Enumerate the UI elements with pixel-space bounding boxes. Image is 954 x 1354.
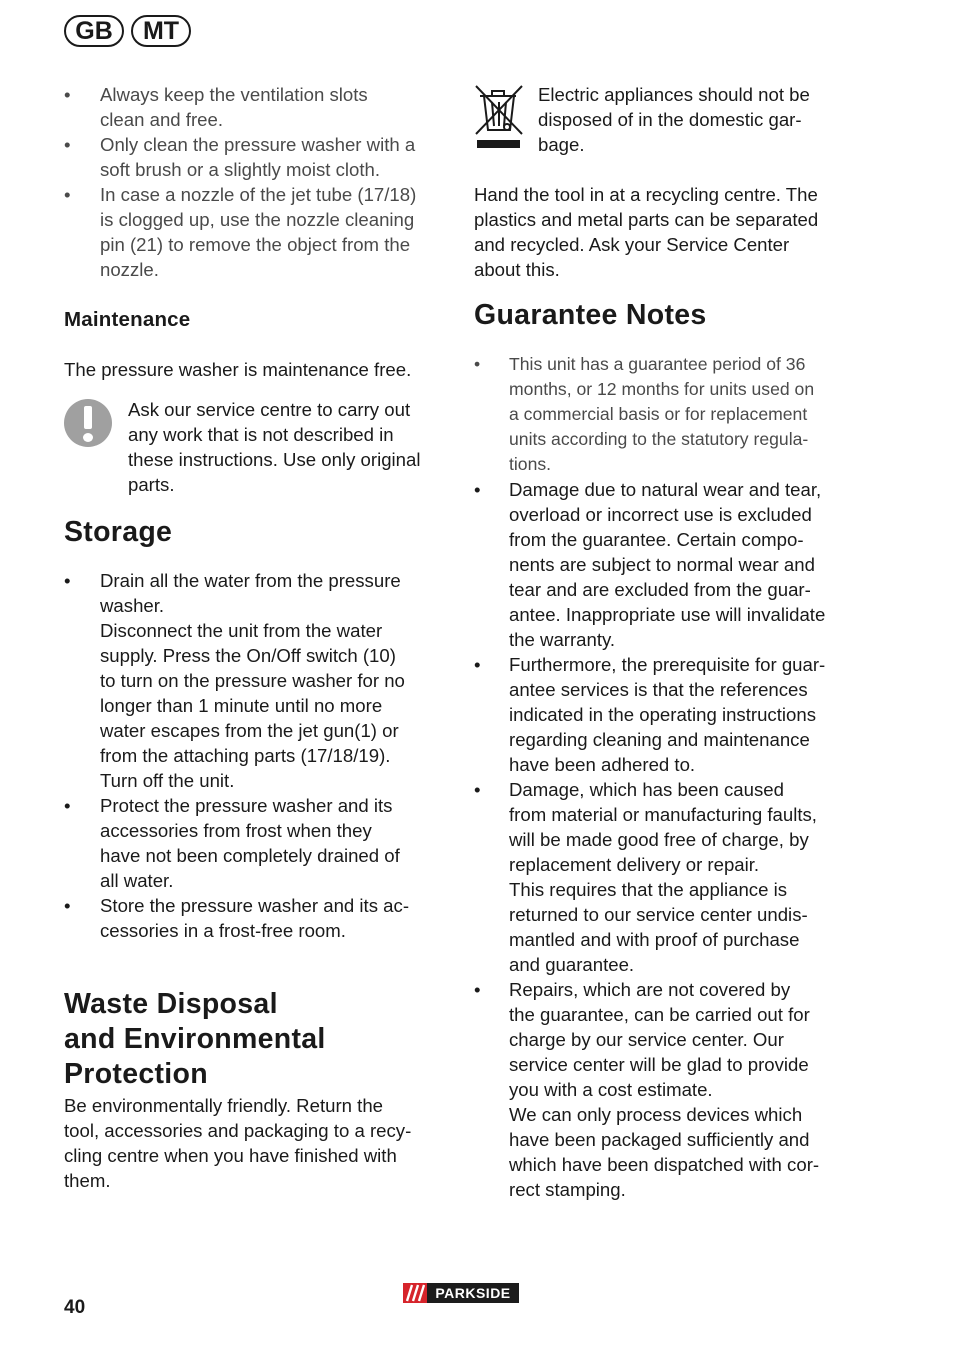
logo-text: PARKSIDE	[427, 1283, 519, 1303]
page-number: 40	[64, 1297, 86, 1318]
right-column	[474, 82, 869, 1202]
list-item: • Drain all the water from the pressure washer. Disconnect the unit from the water supply. Press the On/Off switch (10) to turn on the pressure washer for no longer than 1 minute until no more water escapes from the jet gun(1) or from the attaching parts (17/18/19). Turn off the unit.	[64, 568, 454, 793]
left-column	[64, 82, 454, 1193]
guarantee-bullet-list	[474, 352, 869, 1202]
storage-heading: Storage	[64, 516, 173, 548]
list-item: • Damage due to natural wear and tear, overload or incorrect use is excluded from the guarantee. Certain compo- nents are subject to normal wear and tear and are excluded from the guar- antee. Inappropriate use will invalidate the warranty.	[474, 477, 869, 652]
recycling-text: Hand the tool in at a recycling centre. The plastics and metal parts can be separated and recycled. Ask your Service Center about this.	[474, 184, 819, 280]
care-bullet-list	[64, 82, 454, 282]
maintenance-heading: Maintenance	[64, 308, 191, 331]
warning-notice	[64, 397, 454, 497]
language-badge-mt: MT	[131, 15, 191, 47]
crossed-out-wheelie-bin-icon	[474, 82, 528, 157]
list-item: • This unit has a guarantee period of 36 months, or 12 months for units used on a commercial basis or for replacement units according to the statutory regula- tions.	[474, 352, 869, 477]
warning-text: Ask our service centre to carry out any work that is not described in these instructions. Use only original parts.	[128, 399, 421, 495]
list-item: • Repairs, which are not covered by the guarantee, can be carried out for charge by our service center. Our service center will be glad to provide you with a cost estimate. We can only process devices which have been packaged sufficiently and which have been dispatched with cor- rect stamping.	[474, 977, 869, 1202]
list-item: • In case a nozzle of the jet tube (17/18) is clogged up, use the nozzle cleaning pin (21) to remove the object from the nozzle.	[64, 182, 454, 282]
weee-text: Electric appliances should not be disposed of in the domestic gar- bage.	[538, 84, 810, 155]
waste-disposal-text: Be environmentally friendly. Return the tool, accessories and packaging to a recy- cling centre when you have finished with them.	[64, 1095, 412, 1191]
list-item: • Always keep the ventilation slots clean and free.	[64, 82, 454, 132]
list-item: • Damage, which has been caused from material or manufacturing faults, will be made good free of charge, by replacement delivery or repair. This requires that the appliance is returned to our service center undis- mantled and with proof of purchase and guarantee.	[474, 777, 869, 977]
language-badge-gb: GB	[64, 15, 124, 47]
storage-bullet-list	[64, 568, 454, 943]
maintenance-text: The pressure washer is maintenance free.	[64, 359, 412, 380]
exclamation-icon	[64, 399, 112, 447]
language-badges	[64, 15, 191, 47]
waste-disposal-heading: Waste Disposal and Environmental Protection	[64, 988, 326, 1090]
guarantee-heading: Guarantee Notes	[474, 299, 707, 331]
logo-stripes-icon	[403, 1283, 427, 1303]
list-item: • Only clean the pressure washer with a soft brush or a slightly moist cloth.	[64, 132, 454, 182]
parkside-logo	[403, 1283, 519, 1303]
weee-notice	[474, 82, 869, 157]
list-item: • Store the pressure washer and its ac- cessories in a frost-free room.	[64, 893, 454, 943]
list-item: • Protect the pressure washer and its accessories from frost when they have not been completely drained of all water.	[64, 793, 454, 893]
list-item: • Furthermore, the prerequisite for guar- antee services is that the references indicated in the operating instructions regarding cleaning and maintenance have been adhered to.	[474, 652, 869, 777]
